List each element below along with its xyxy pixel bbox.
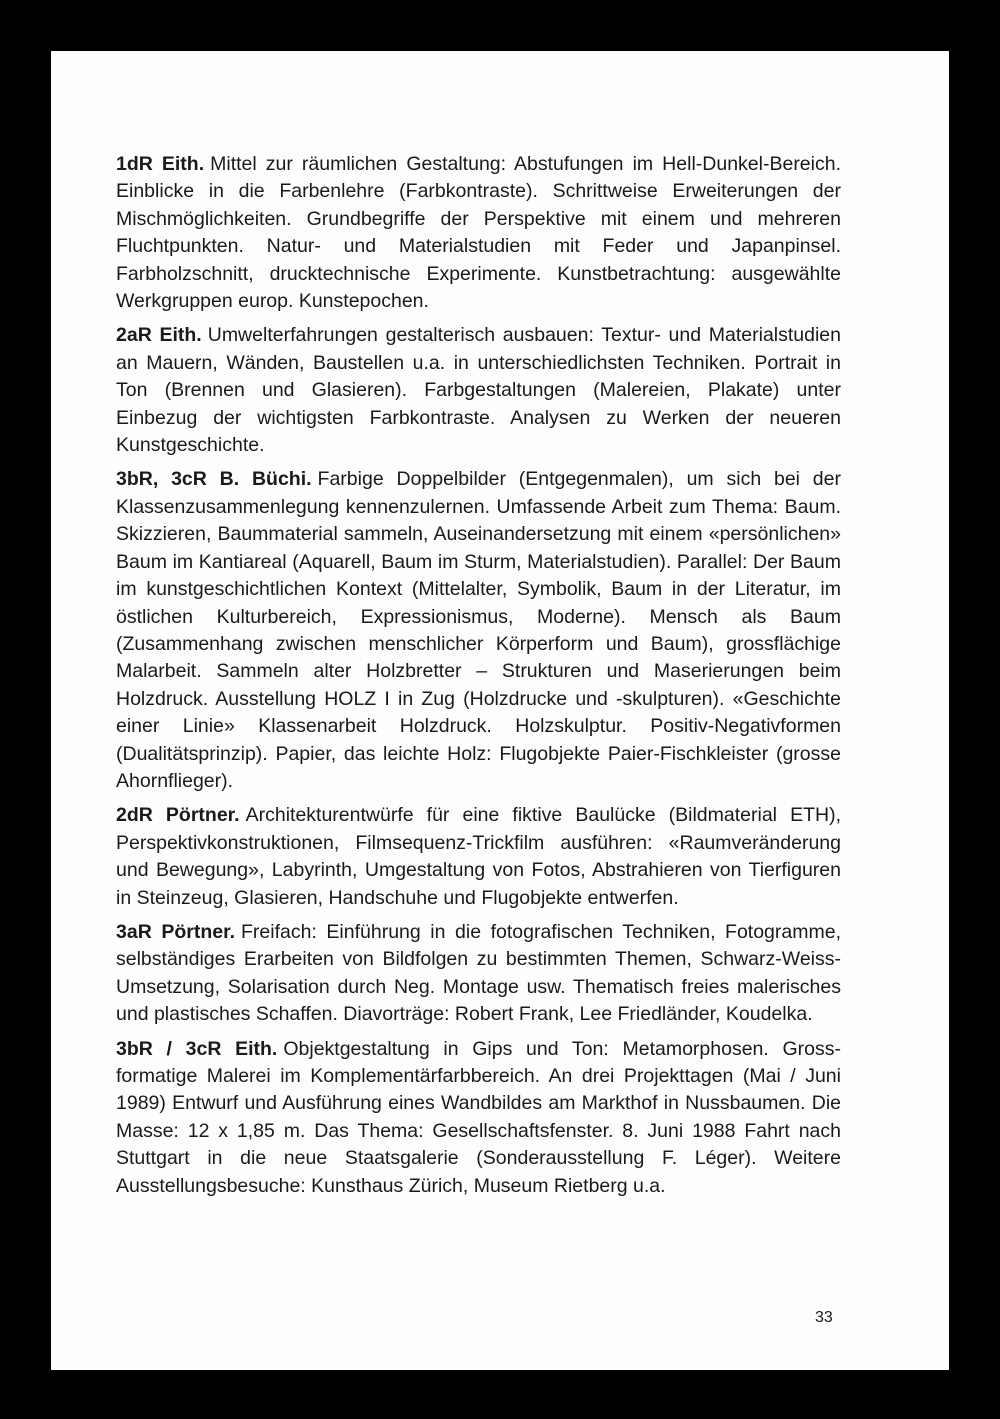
paragraph-3br-3cr-eith [116, 1036, 841, 1200]
page-body [116, 151, 841, 1207]
paragraph-text: Objektgestaltung in Gips und Ton: Metamorphosen. Grossformatige Malerei im Komplementärfarbbereich. An drei Projekttagen (Mai / Juni 1989) Entwurf und Ausführung eines Wandbildes am Markthof in Nussbaumen. Die Masse: 12 x 1,85 m. Das Thema: Gesellschaftsfenster. 8. Juni 1988 Fahrt nach Stuttgart in die neue Staatsgalerie (Sonderausstellung F. Léger). Weitere Ausstellungsbesuche: Kunsthaus Zürich, Museum Rietberg u.a. [116, 1037, 842, 1197]
paragraph-1dr [116, 151, 841, 315]
paragraph-text: Farbige Doppelbilder (Entgegenmalen), um sich bei der Klassenzusammenlegung kennenzulernen. Umfassende Arbeit zum Thema: Baum. Skizzieren, Baummaterial sammeln, Auseinandersetzung mit einem «persönlichen» Baum im Kantiareal (Aquarell, Baum im Sturm, Materialstudien). Parallel: Der Baum im kunstgeschichtlichen Kontext (Mittelalter, Symbolik, Baum in der Literatur, im östlichen Kulturbereich, Expressionismus, Moderne). Mensch als Baum (Zusammenhang zwischen menschlicher Körperform und Baum), grossflächige Malarbeit. Sammeln alter Holzbretter – Strukturen und Maserierungen beim Holzdruck. Ausstellung HOLZ I in Zug (Holzdrucke und -skulpturen). «Geschichte einer Linie» Klassenarbeit Holzdruck. Holzskulptur. Positiv-Negativformen (Dualitätsprinzip). Papier, das leichte Holz: Flugobjekte Paier-Fischkleister (grosse Ahornflieger). [116, 468, 841, 792]
paragraph-heading: 3bR / 3cR Eith. [116, 1037, 278, 1060]
paragraph-text: Freifach: Einführung in die fotografischen Techniken, Fotogramme, selbständiges Erarbeiten von Bildfolgen zu bestimmten Themen, Schwarz-Weiss-Umsetzung, Solarisation durch Neg. Montage usw. Thematisch freies malerisches und plastisches Schaffen. Diavorträge: Robert Frank, Lee Friedländer, Koudelka. [116, 920, 841, 1026]
paragraph-3br-3cr-buechi [116, 466, 841, 795]
paragraph-heading: 3bR, 3cR B. Büchi. [116, 468, 312, 491]
paragraph-text: Architekturentwürfe für eine fiktive Baulücke (Bildmaterial ETH), Perspektivkonstruktionen, Filmsequenz-Trickfilm ausführen: «Raumveränderung und Bewegung», Labyrinth, Umgestaltung von Fotos, Abstrahieren von Tierfiguren in Steinzeug, Glasieren, Handschuhe und Flugobjekte entwerfen. [116, 804, 841, 909]
paragraph-text: Umwelterfahrungen gestalterisch ausbauen: Textur- und Materialstudien an Mauern, Wänden, Baustellen u.a. in unterschiedlichsten Techniken. Portrait in Ton (Brennen und Glasieren). Farbgestaltungen (Malereien, Plakate) unter Einbezug der wichtigsten Farbkontraste. Analysen zu Werken der neueren Kunstgeschichte. [116, 324, 841, 457]
paragraph-heading: 2dR Pörtner. [116, 804, 240, 827]
document-page [51, 51, 949, 1370]
paragraph-text: Mittel zur räumlichen Gestaltung: Abstufungen im Hell-Dunkel-Bereich. Einblicke in die Farbenlehre (Farbkontraste). Schrittweise Erweiterungen der Mischmöglichkeiten. Grundbegriffe der Perspektive mit einem und mehreren Fluchtpunkten. Natur- und Materialstudien mit Feder und Japanpinsel. Farbholzschnitt, drucktechnische Experimente. Kunstbetrachtung: ausgewählte Werkgruppen europ. Kunstepochen. [116, 153, 841, 313]
paragraph-2ar [116, 322, 841, 459]
paragraph-heading: 3aR Pörtner. [116, 920, 236, 943]
paragraph-3ar [116, 919, 841, 1029]
page-number: 33 [815, 1309, 833, 1326]
paragraph-2dr [116, 802, 841, 912]
paragraph-heading: 2aR Eith. [116, 324, 202, 347]
paragraph-heading: 1dR Eith. [116, 153, 205, 175]
